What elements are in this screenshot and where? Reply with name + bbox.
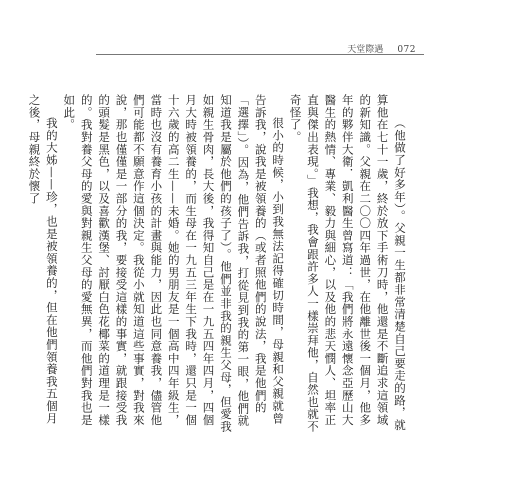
paragraph: 很小的時候，小到我無法記得確切時間，母親和父親就曾告訴我，說我是被領養的（或者照他們的說法，我是他們的「選擇」）。因為，他們告訴我，打從見到我的第一眼，他們就知道我是屬於他們的孩子了）。他們並非我的親生父母，但愛我如親生骨肉，長大後，我得知自己是在一九五四年四月，四個月大時被領養的，而生母在一九五三年生下我時，還只是一個十六歲的高二生——未婚。她的男朋友是一個高中四年級生，當時也沒有養育小孩的計畫與能力，因此也同意養我，儘管他們可能都不願意作這個決定。我從小就知道這些事實，對我來說，那也僅僅是一部分的我，要接受這樣的事實，就跟接受我的頭髮是黑色，以及喜歡漢堡、討厭白色花椰菜的道理是一樣的。我對養父母的愛與對親生父母的愛無異，而他們對我也是如此。	[62, 94, 286, 433]
header-rule	[96, 54, 424, 55]
book-title: 天堂際遇	[347, 45, 384, 55]
paragraph: （他做了好多年）。父親一生都非常清楚自己要走的路，就算他在七十一歲，終於放下手術刀時，他還是不斷追求這領域的新知識。父親在二〇〇四年過世，在他離世後一個月，他多年的夥伴大衛．凱利醫生曾寫道：「我們將永遠懷念亞歷山大醫生的熱情、專業、毅力與細心，以及他的悲天憫人、坦率正直與傑出表現。」我想，我會跟許多人一樣崇拜他，自然也就不奇怪了。	[288, 94, 407, 433]
paragraph: 我的大姊——珍，也是被領養的，但在他們領養我五個月之後，母親終於懷了	[27, 94, 59, 425]
page-number: 072	[397, 45, 416, 55]
body-text	[27, 94, 408, 434]
